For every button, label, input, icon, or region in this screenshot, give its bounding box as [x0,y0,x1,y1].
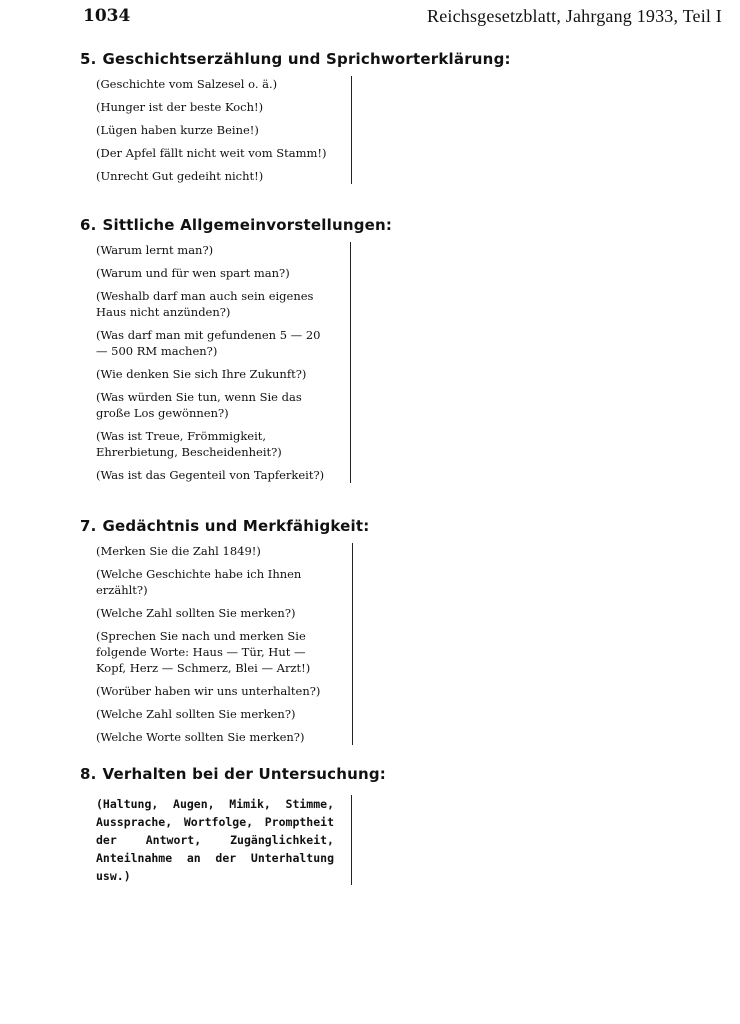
vertical-rule [350,242,351,483]
question-list [96,242,328,483]
section-heading [80,765,386,783]
section-number: 6. [80,216,97,234]
section-heading [80,50,511,68]
vertical-rule [351,76,352,184]
question-item: (Warum lernt man?) [96,243,214,257]
question-item: (Welche Zahl sollten Sie merken?) [96,606,296,620]
vertical-rule [352,543,353,745]
question-list [96,76,334,184]
running-title: Reichsgesetzblatt, Jahrgang 1933, Teil I [426,6,722,26]
section-7 [80,517,369,752]
question-item: (Lügen haben kurze Beine!) [96,123,259,137]
question-item: (Haltung, Augen, Mimik, Stimme, Aussprache, Wortfolge, Promptheit der Antwort, Zugänglichkeit, Anteilnahme an der Unterhaltung usw.) [96,797,334,883]
question-item: (Was ist das Gegenteil von Tapferkeit?) [96,468,325,482]
question-item: (Merken Sie die Zahl 1849!) [96,544,261,558]
question-item: (Warum und für wen spart man?) [96,266,290,280]
page-number: 1034 [83,6,131,26]
section-5 [80,50,511,191]
vertical-rule [351,795,352,885]
question-item: (Sprechen Sie nach und merken Sie folgende Worte: Haus — Tür, Hut — Kopf, Herz — Schmerz, Blei — Arzt!) [96,629,311,675]
section-6 [80,216,392,490]
section-8 [80,765,386,892]
question-item: (Der Apfel fällt nicht weit vom Stamm!) [96,146,327,160]
section-heading [80,216,392,234]
section-title: Gedächtnis und Merkfähigkeit: [102,517,370,535]
question-list [96,543,334,745]
question-item: (Worüber haben wir uns unterhalten?) [96,684,321,698]
question-item: (Welche Geschichte habe ich Ihnen erzählt?) [96,567,302,597]
section-number: 5. [80,50,97,68]
question-item: (Hunger ist der beste Koch!) [96,100,264,114]
question-item: (Unrecht Gut gedeiht nicht!) [96,169,264,183]
section-title: Verhalten bei der Untersuchung: [102,765,386,783]
section-number: 7. [80,517,97,535]
question-item: (Welche Worte sollten Sie merken?) [96,730,305,744]
question-item: (Was darf man mit gefundenen 5 — 20 — 500 RM machen?) [96,328,321,358]
question-item: (Was würden Sie tun, wenn Sie das große Los gewönnen?) [96,390,302,420]
question-item: (Welche Zahl sollten Sie merken?) [96,707,296,721]
question-item: (Weshalb darf man auch sein eigenes Haus nicht anzünden?) [96,289,314,319]
question-list [96,795,334,885]
section-title: Sittliche Allgemeinvorstellungen: [102,216,393,234]
section-title: Geschichtserzählung und Sprichworterklärung: [102,50,511,68]
question-item: (Geschichte vom Salzesel o. ä.) [96,77,278,91]
page-header [0,6,740,30]
section-number: 8. [80,765,97,783]
question-item: (Was ist Treue, Frömmigkeit, Ehrerbietung, Bescheidenheit?) [96,429,282,459]
section-heading [80,517,369,535]
question-item: (Wie denken Sie sich Ihre Zukunft?) [96,367,307,381]
